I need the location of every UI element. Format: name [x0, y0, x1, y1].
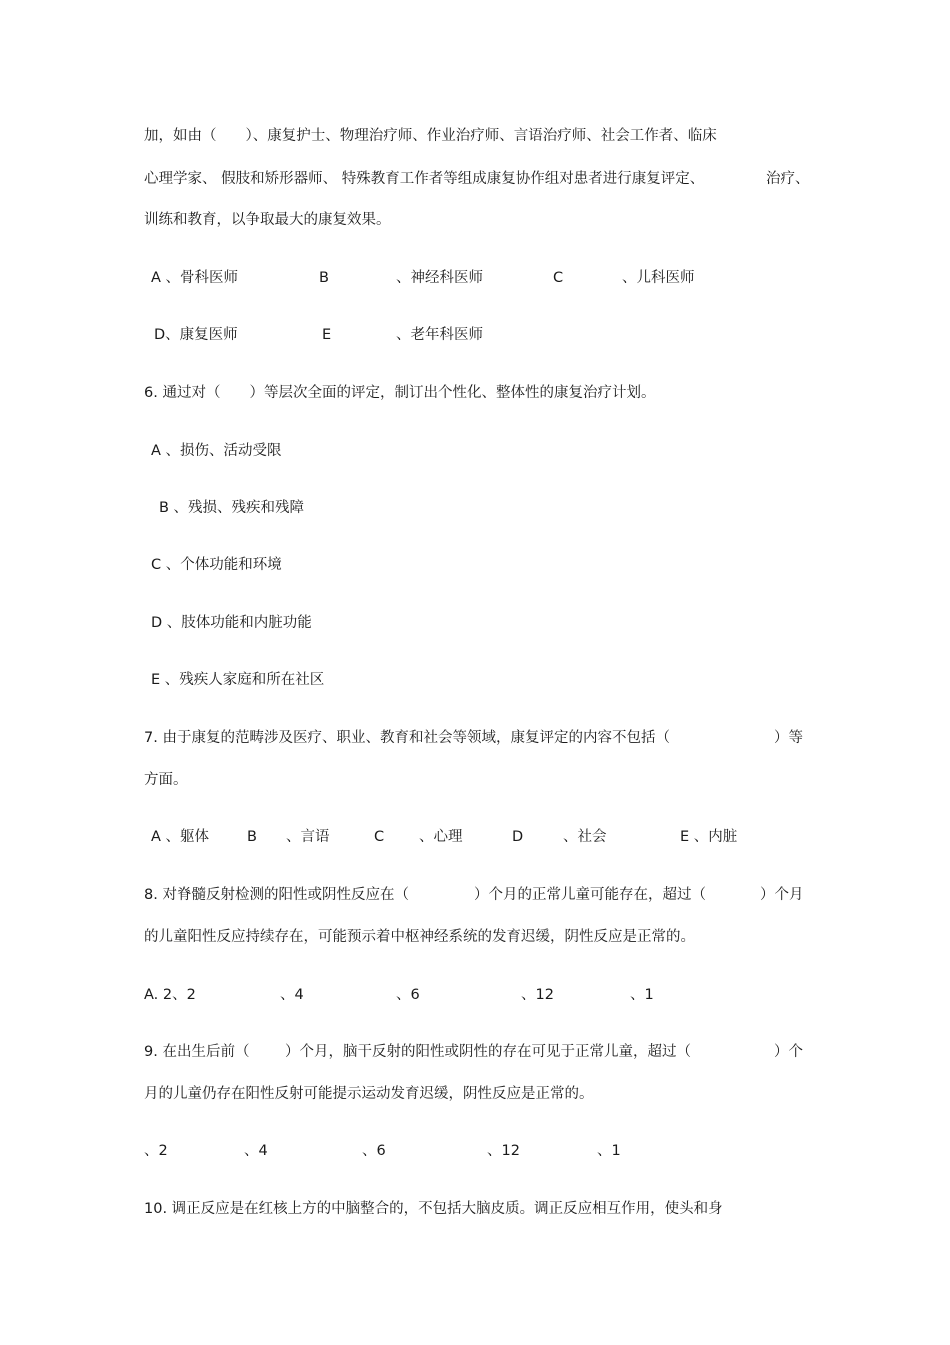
q5-option-e-text[interactable]: 、老年科医师	[396, 327, 483, 343]
q8-option-d[interactable]: 、12	[521, 987, 554, 1003]
q5-option-b-text[interactable]: 、神经科医师	[396, 270, 483, 286]
q7-option-e[interactable]: E 、内脏	[680, 829, 738, 845]
q5-text-line-3: 训练和教育，以争取最大的康复效果。	[144, 212, 391, 228]
q9-line-2: 月的儿童仍存在阳性反射可能提示运动发育迟缓，阴性反应是正常的。	[144, 1086, 594, 1102]
q6-option-c[interactable]: C 、个体功能和环境	[151, 557, 282, 573]
q7-stem-line-1-end: ）等	[774, 730, 803, 746]
q7-option-d-text[interactable]: 、社会	[563, 829, 607, 845]
q9-option-a[interactable]: 、2	[144, 1143, 168, 1159]
q6-option-b[interactable]: B 、残损、残疾和残障	[159, 500, 305, 516]
q8-line-1-b: ）个月的正常儿童可能存在，超过（	[474, 887, 706, 903]
q8-line-2: 的儿童阳性反应持续存在，可能预示着中枢神经系统的发育迟缓，阴性反应是正常的。	[144, 929, 695, 945]
q7-option-c-letter[interactable]: C	[374, 829, 385, 845]
q9-option-c[interactable]: 、6	[362, 1143, 386, 1159]
q5-option-c-letter[interactable]: C	[553, 270, 564, 286]
q5-option-c-text[interactable]: 、儿科医师	[622, 270, 695, 286]
q5-text-line-2-end: 治疗、	[766, 171, 810, 187]
q5-option-a[interactable]: A 、骨科医师	[151, 270, 239, 286]
q9-line-1-c: ）个	[774, 1044, 803, 1060]
q10-line-1: 10. 调正反应是在红核上方的中脑整合的，不包括大脑皮质。调正反应相互作用，使头和身	[144, 1201, 723, 1217]
q7-option-b-letter[interactable]: B	[247, 829, 257, 845]
q5-text-line-2: 心理学家、 假肢和矫形器师、 特殊教育工作者等组成康复协作组对患者进行康复评定、	[144, 171, 705, 187]
q5-option-b-letter[interactable]: B	[319, 270, 329, 286]
q6-stem: 6. 通过对（ ）等层次全面的评定，制订出个性化、整体性的康复治疗计划。	[144, 385, 656, 401]
q7-option-c-text[interactable]: 、心理	[419, 829, 463, 845]
q5-option-e-letter[interactable]: E	[322, 327, 332, 343]
q7-option-d-letter[interactable]: D	[512, 829, 524, 845]
q7-stem-line-1: 7. 由于康复的范畴涉及医疗、职业、教育和社会等领域，康复评定的内容不包括（	[144, 730, 670, 746]
q9-option-b[interactable]: 、4	[244, 1143, 268, 1159]
q8-line-1-a: 8. 对脊髓反射检测的阳性或阴性反应在（	[144, 887, 409, 903]
q9-option-e[interactable]: 、1	[597, 1143, 621, 1159]
q5-text-line-1: 加，如由（ ）、康复护士、物理治疗师、作业治疗师、言语治疗师、社会工作者、临床	[144, 128, 717, 144]
q8-option-a[interactable]: A. 2、2	[144, 987, 196, 1003]
q8-option-c[interactable]: 、6	[396, 987, 420, 1003]
q7-option-a[interactable]: A 、躯体	[151, 829, 210, 845]
q9-option-d[interactable]: 、12	[487, 1143, 520, 1159]
q7-stem-line-2: 方面。	[144, 772, 188, 788]
q8-option-e[interactable]: 、1	[630, 987, 654, 1003]
q6-option-a[interactable]: A 、损伤、活动受限	[151, 443, 282, 459]
q9-line-1-b: ）个月，脑干反射的阳性或阴性的存在可见于正常儿童，超过（	[285, 1044, 691, 1060]
q5-option-d[interactable]: D、康复医师	[154, 327, 238, 343]
q8-line-1-c: ）个月	[760, 887, 804, 903]
q6-option-d[interactable]: D 、肢体功能和内脏功能	[151, 615, 312, 631]
q8-option-b[interactable]: 、4	[280, 987, 304, 1003]
q9-line-1-a: 9. 在出生后前（	[144, 1044, 250, 1060]
q7-option-b-text[interactable]: 、言语	[286, 829, 330, 845]
q6-option-e[interactable]: E 、残疾人家庭和所在社区	[151, 672, 325, 688]
